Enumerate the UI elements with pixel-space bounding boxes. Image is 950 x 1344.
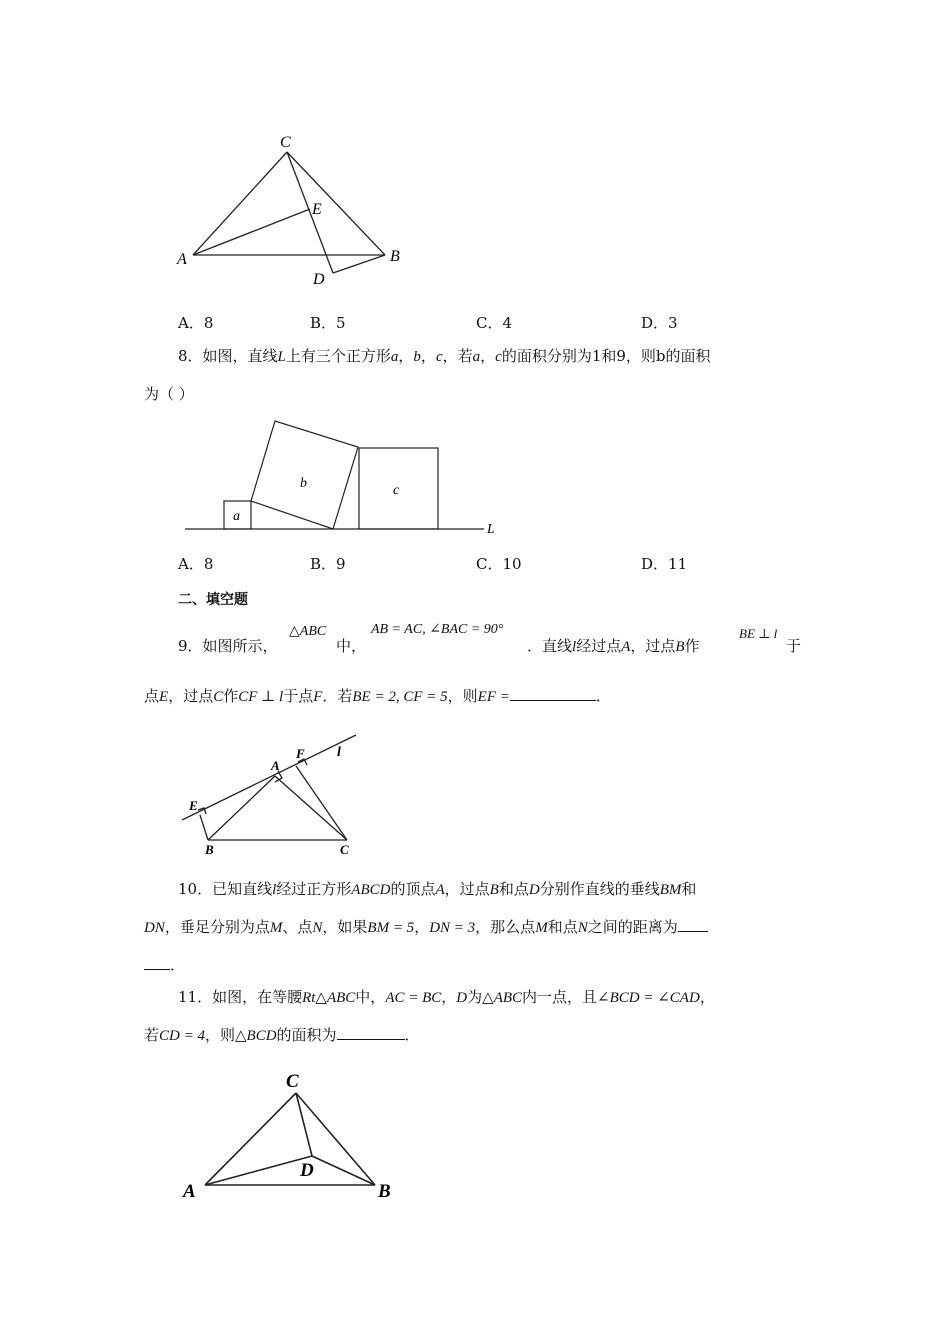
q11-stem-line2: 若CD = 4，则△BCD的面积为 ．: [144, 1026, 420, 1044]
q10-stem-line3: ．: [144, 955, 185, 975]
q9-figure: [175, 728, 370, 860]
q7-label-e: E: [312, 201, 322, 218]
q8-stem-line1: 8．如图，直线L上有三个正方形a，b，c，若a，c的面积分别为1和9，则b的面积: [178, 347, 711, 365]
q8-stem-line2: 为（ ）: [144, 385, 194, 403]
section-title: 二、填空题: [178, 592, 248, 608]
q11-label-a: A: [183, 1181, 196, 1202]
q9-triangle: △ABC: [289, 624, 327, 639]
q9-label-a: A: [271, 758, 280, 773]
q8-option-c: C．10: [476, 555, 522, 573]
q8-option-d: D．11: [641, 555, 688, 573]
q8-label-b: b: [300, 476, 307, 491]
q7-label-a: A: [177, 251, 187, 268]
q9-answer-blank[interactable]: [510, 686, 596, 701]
q8-squares-figure: [180, 415, 500, 540]
q8-option-a: A．8: [178, 555, 214, 573]
q10-answer-blank-part1[interactable]: [678, 917, 708, 932]
q9-label-f: F: [296, 746, 305, 761]
q9-label-b: B: [205, 842, 214, 857]
q11-figure: [175, 1062, 405, 1207]
q7-label-b: B: [390, 248, 400, 265]
q7-option-c: C．4: [476, 314, 513, 332]
q7-triangle-figure: [170, 125, 420, 295]
q8-label-c: c: [393, 483, 400, 498]
q11-label-d: D: [300, 1160, 314, 1181]
q9-label-e: E: [189, 798, 198, 813]
q11-label-c: C: [286, 1071, 299, 1092]
q9-number: 9．如图所示，: [178, 637, 278, 655]
q11-answer-blank[interactable]: [337, 1025, 405, 1040]
q7-option-a: A．8: [178, 314, 214, 332]
q11-stem-line1: 11．如图，在等腰Rt△ABC中，AC = BC，D为△ABC内一点，且∠BCD = ∠CAD，: [178, 988, 715, 1006]
q7-option-b: B．5: [310, 314, 346, 332]
q7-label-d: D: [313, 271, 325, 288]
q10-answer-blank-part2[interactable]: [144, 955, 170, 970]
q8-label-L: L: [487, 522, 495, 537]
q10-stem-line2: DN，垂足分别为点M、点N，如果BM = 5，DN = 3，那么点M和点N之间的距离为: [144, 917, 708, 938]
q7-option-d: D．3: [641, 314, 678, 332]
q8-label-a: a: [233, 509, 240, 524]
q10-stem-line1: 10．已知直线l经过正方形ABCD的顶点A，过点B和点D分别作直线的垂线BM和: [178, 880, 697, 898]
q9-condition: AB = AC, ∠BAC = 90°: [371, 622, 504, 637]
q9-stem-line2: 点E，过点C作CF ⊥ l于点F．若BE = 2, CF = 5，则EF = ．: [144, 687, 611, 705]
q9-yu: 于: [786, 637, 802, 655]
q9-label-c: C: [340, 842, 349, 857]
q11-label-b: B: [378, 1181, 391, 1202]
q9-line1-tail: ．直线l经过点A，过点B作: [527, 637, 700, 655]
q8-option-b: B．9: [310, 555, 346, 573]
q9-zhong: 中，: [336, 637, 367, 655]
q9-be-perp: BE ⊥ l: [739, 626, 778, 641]
q9-label-l: l: [337, 745, 341, 760]
q7-label-c: C: [280, 134, 291, 151]
